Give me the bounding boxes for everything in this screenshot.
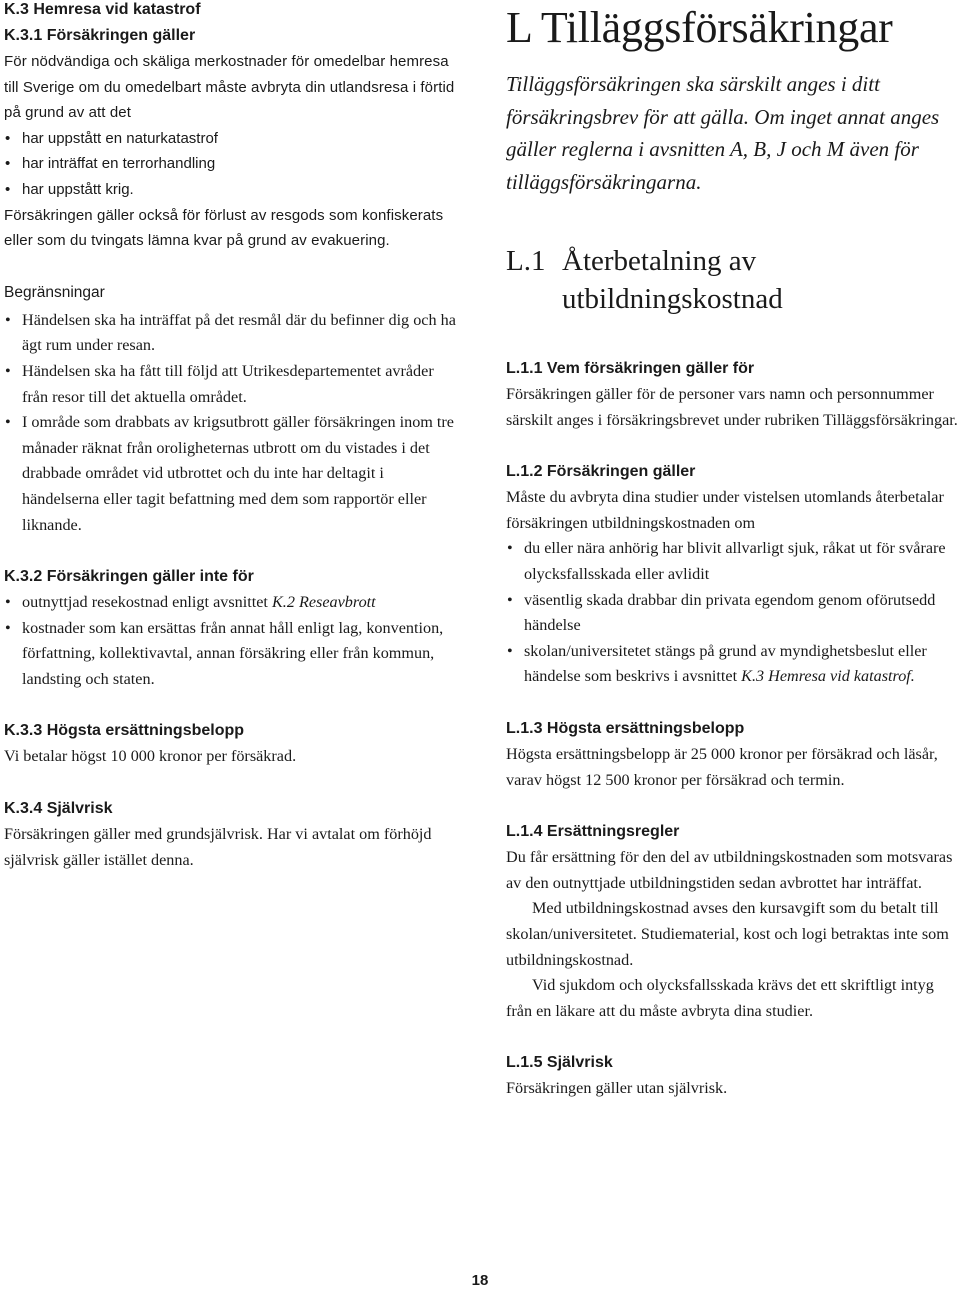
heading-l12: L.1.2 Försäkringen gäller	[506, 463, 696, 481]
l15-text: Försäkringen gäller utan självrisk.	[506, 1079, 728, 1098]
l14-p3: Vid sjukdom och olycksfallsskada krävs det ett skriftligt intyg från en läkare att du måste avbryta dina studier.	[506, 976, 934, 1020]
l12-b3-text: skolan/universitetet stängs på grund av myndighetsbeslut eller händelse som beskrivs i avsnittet	[524, 641, 927, 686]
heading-l1-number: L.1	[506, 245, 546, 277]
heading-k31: K.3.1 Försäkringen gäller	[4, 27, 196, 44]
list-item: • Händelsen ska ha inträffat på det resmål där du befinner dig och ha ägt rum under resan.	[4, 308, 456, 359]
section-heading-k3: K.3 Hemresa vid katastrof	[4, 1, 201, 18]
l13-text: Högsta ersättningsbelopp är 25 000 kronor per försäkrad och läsår, varav högst 12 500 kronor per försäkrad och termin.	[506, 744, 938, 789]
k32-b1-text: outnyttjad resekostnad enligt avsnittet	[22, 593, 272, 612]
l14-p2: Med utbildningskostnad avses den kursavgift som du betalt till skolan/universitetet. Studiematerial, kost och logi betraktas inte som utbildningskostnad.	[506, 899, 949, 969]
right-column	[506, 0, 958, 1102]
heading-l1-title: Återbetalning av utbildningskostnad	[562, 245, 783, 315]
k31-after: Försäkringen gäller också för förlust av resgods som konfiskerats eller som du tvingats lämna kvar på grund av evakuering.	[4, 206, 444, 250]
heading-k34: K.3.4 Självrisk	[4, 800, 113, 818]
list-item	[4, 590, 456, 616]
list-item: • kostnader som kan ersättas från annat håll enligt lag, konvention, författning, kollektivavtal, annan försäkring eller från kommun, landsting och staten.	[4, 616, 456, 693]
heading-k32: K.3.2 Försäkringen gäller inte för	[4, 568, 254, 586]
left-column	[4, 0, 456, 873]
l12-intro: Måste du avbryta dina studier under vistelsen utomlands återbetalar försäkringen utbildningskostnaden om	[506, 488, 944, 532]
list-item: • väsentlig skada drabbar din privata egendom genom oförutsedd händelse	[506, 588, 958, 639]
page-title: L Tilläggsförsäkringar	[506, 3, 893, 52]
page-number: 18	[471, 1272, 489, 1289]
list-item: • du eller nära anhörig har blivit allvarligt sjuk, råkat ut för svårare olycksfallsskada eller avlidit	[506, 536, 958, 587]
heading-k33: K.3.3 Högsta ersättningsbelopp	[4, 722, 245, 740]
k32-bullets	[4, 590, 456, 692]
heading-l11: L.1.1 Vem försäkringen gäller för	[506, 360, 755, 377]
limits-bullets	[4, 308, 456, 538]
list-item: • Händelsen ska ha fått till följd att Utrikesdepartementet avråder från resor till det aktuella området.	[4, 359, 456, 410]
l12-bullets	[506, 536, 958, 690]
k31-bullets	[4, 126, 456, 203]
lead-text: Tilläggsförsäkringen ska särskilt anges i ditt försäkringsbrev för att gälla. Om inget annat anges gäller reglerna i avsnitten A, B, J och M även för tilläggsförsäkringarna.	[506, 72, 940, 194]
heading-l13: L.1.3 Högsta ersättningsbelopp	[506, 719, 745, 737]
list-item: • har inträffat en terrorhandling	[4, 151, 456, 177]
l11-text: Försäkringen gäller för de personer vars namn och personnummer särskilt anges i försäkringsbrevet under rubriken Tilläggsförsäkringar.	[506, 385, 958, 429]
list-item: • har uppstått en naturkatastrof	[4, 126, 456, 152]
k32-b1-ref: K.2 Reseavbrott	[271, 593, 376, 612]
list-item: • har uppstått krig.	[4, 177, 456, 203]
heading-l14: L.1.4 Ersättningsregler	[506, 823, 680, 841]
k31-intro: För nödvändiga och skäliga merkostnader för omedelbar hemresa till Sverige om du omedelbart måste avbryta din utlandsresa i förtid på grund av att det	[4, 53, 455, 122]
l12-b3-ref: K.3 Hemresa vid katastrof.	[741, 667, 915, 686]
k34-text: Försäkringen gäller med grundsjälvrisk. Har vi avtalat om förhöjd självrisk gäller istället denna.	[4, 825, 432, 869]
l14-p1: Du får ersättning för den del av utbildningskostnaden som motsvaras av den outnyttjade utbildningstiden sedan avbrottet har inträffat.	[506, 848, 953, 892]
k33-text: Vi betalar högst 10 000 kronor per försäkrad.	[4, 747, 297, 766]
list-item: • I område som drabbats av krigsutbrott gäller försäkringen inom tre månader räknat från oroligheternas utbrott om du vistades i det drabbade området vid utbrottet och du inte har deltagit i händelserna eller tagit befattning med dem som rapportör eller liknande.	[4, 410, 456, 538]
heading-l15: L.1.5 Självrisk	[506, 1054, 613, 1072]
heading-limits: Begränsningar	[4, 283, 105, 301]
heading-l1	[506, 242, 958, 318]
list-item	[506, 639, 958, 690]
